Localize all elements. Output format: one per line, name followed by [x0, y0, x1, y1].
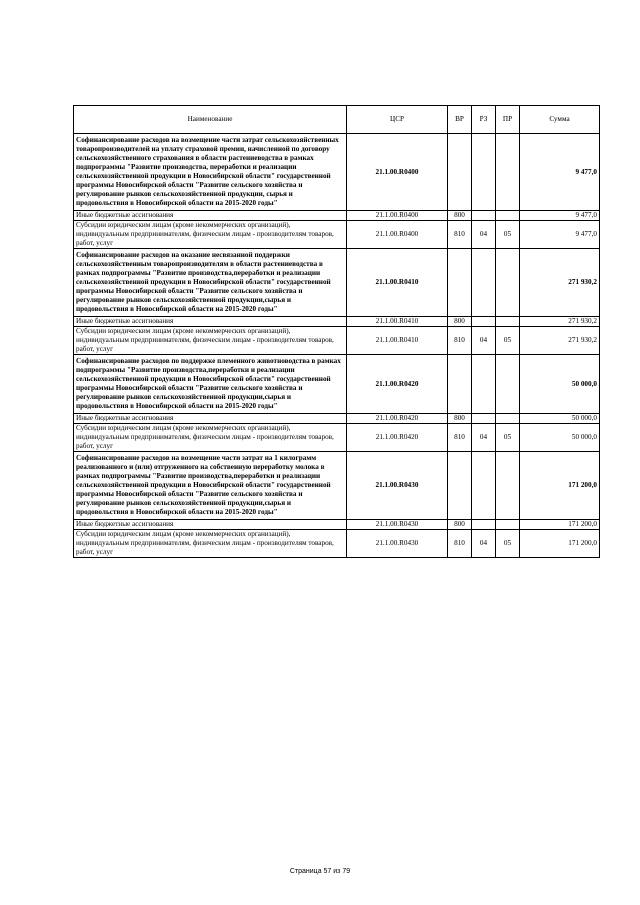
cell-sum: 9 477,0 [520, 211, 600, 221]
cell-sum: 271 930,2 [520, 249, 600, 317]
table-row [74, 355, 600, 414]
cell-name: Субсидии юридическим лицам (кроме некоммерческих организаций), индивидуальным предпринимателям, физическим лицам - производителям товаров, работ, услуг [74, 327, 347, 355]
table-row [74, 317, 600, 327]
cell-name: Иные бюджетные ассигнования [74, 211, 347, 221]
cell-code: 21.1.00.R0420 [347, 424, 448, 452]
header-pr: ПР [496, 106, 520, 134]
cell-code: 21.1.00.R0410 [347, 249, 448, 317]
cell-sum: 171 200,0 [520, 452, 600, 520]
cell-sum: 171 200,0 [520, 520, 600, 530]
cell-code: 21.1.00.R0420 [347, 414, 448, 424]
cell-sum: 271 930,2 [520, 317, 600, 327]
cell-code: 21.1.00.R0430 [347, 530, 448, 558]
cell-vr: 800 [448, 520, 472, 530]
cell-pr: 05 [496, 221, 520, 249]
table-row [74, 221, 600, 249]
cell-name: Софинансирование расходов на возмещение части затрат на 1 килограмм реализованного и (или) отгруженного на собственную переработку молока в рамках подпрограммы "Развитие производства,переработки и реализации сельскохозяйственной продукции в Новосибирской области" государственной программы Новосибирской области "Развитие сельского хозяйства и регулирование рынков сельскохозяйственной продукции,сырья и продовольствия в Новосибирской области на 2015-2020 годы" [74, 452, 347, 520]
header-rz: РЗ [472, 106, 496, 134]
cell-rz [472, 414, 496, 424]
cell-code: 21.1.00.R0400 [347, 221, 448, 249]
cell-vr [448, 249, 472, 317]
header-name: Наименование [74, 106, 347, 134]
cell-vr [448, 355, 472, 414]
cell-code: 21.1.00.R0430 [347, 520, 448, 530]
cell-pr: 05 [496, 530, 520, 558]
cell-rz: 04 [472, 221, 496, 249]
cell-name: Иные бюджетные ассигнования [74, 317, 347, 327]
cell-code: 21.1.00.R0400 [347, 211, 448, 221]
cell-rz: 04 [472, 424, 496, 452]
cell-pr [496, 211, 520, 221]
table-body [74, 134, 600, 558]
table-row [74, 452, 600, 520]
cell-pr: 05 [496, 424, 520, 452]
cell-name: Софинансирование расходов по поддержке племенного животноводства в рамках подпрограммы "Развитие производства,переработки и реализации сельскохозяйственной продукции в Новосибирской области" государственной программы Новосибирской области "Развитие сельского хозяйства и регулирование рынков сельскохозяйственной продукции,сырья и продовольствия в Новосибирской области на 2015-2020 годы" [74, 355, 347, 414]
cell-vr [448, 134, 472, 211]
header-code: ЦСР [347, 106, 448, 134]
cell-pr [496, 249, 520, 317]
cell-rz: 04 [472, 327, 496, 355]
header-sum: Сумма [520, 106, 600, 134]
cell-sum: 50 000,0 [520, 414, 600, 424]
cell-vr: 800 [448, 211, 472, 221]
cell-name: Софинансирование расходов на возмещение части затрат сельскохозяйственных товаропроизводителей на уплату страховой премии, начисленной по договору сельскохозяйственного страхования в области растениеводства в рамках подпрограммы "Развитие производства, переработки и реализации сельскохозяйственной продукции в Новосибирской области" государственной программы Новосибирской области "Развитие сельского хозяйства и регулирование рынков сельскохозяйственной продукции, сырья и продовольствия в Новосибирской области на 2015-2020 годы" [74, 134, 347, 211]
cell-name: Субсидии юридическим лицам (кроме некоммерческих организаций), индивидуальным предпринимателям, физическим лицам - производителям товаров, работ, услуг [74, 530, 347, 558]
budget-table [73, 105, 600, 558]
cell-pr [496, 134, 520, 211]
header-vr: ВР [448, 106, 472, 134]
cell-code: 21.1.00.R0420 [347, 355, 448, 414]
cell-sum: 271 930,2 [520, 327, 600, 355]
table-row [74, 414, 600, 424]
table-row [74, 249, 600, 317]
cell-rz [472, 211, 496, 221]
cell-pr [496, 452, 520, 520]
cell-rz: 04 [472, 530, 496, 558]
cell-vr: 810 [448, 327, 472, 355]
cell-rz [472, 249, 496, 317]
cell-sum: 50 000,0 [520, 355, 600, 414]
cell-pr [496, 355, 520, 414]
table-row [74, 211, 600, 221]
cell-name: Иные бюджетные ассигнования [74, 414, 347, 424]
cell-code: 21.1.00.R0410 [347, 317, 448, 327]
cell-sum: 9 477,0 [520, 134, 600, 211]
page-number: Страница 57 из 79 [289, 868, 351, 875]
cell-name: Иные бюджетные ассигнования [74, 520, 347, 530]
cell-pr: 05 [496, 327, 520, 355]
cell-vr: 800 [448, 317, 472, 327]
cell-sum: 50 000,0 [520, 424, 600, 452]
cell-vr [448, 452, 472, 520]
cell-name: Субсидии юридическим лицам (кроме некоммерческих организаций), индивидуальным предпринимателям, физическим лицам - производителям товаров, работ, услуг [74, 221, 347, 249]
table-row [74, 530, 600, 558]
cell-sum: 171 200,0 [520, 530, 600, 558]
cell-code: 21.1.00.R0410 [347, 327, 448, 355]
table-row [74, 134, 600, 211]
cell-vr: 810 [448, 424, 472, 452]
table-row [74, 520, 600, 530]
table-row [74, 327, 600, 355]
cell-rz [472, 134, 496, 211]
cell-vr: 810 [448, 221, 472, 249]
cell-name: Субсидии юридическим лицам (кроме некоммерческих организаций), индивидуальным предпринимателям, физическим лицам - производителям товаров, работ, услуг [74, 424, 347, 452]
cell-pr [496, 317, 520, 327]
cell-vr: 810 [448, 530, 472, 558]
cell-rz [472, 355, 496, 414]
cell-vr: 800 [448, 414, 472, 424]
cell-pr [496, 414, 520, 424]
cell-rz [472, 452, 496, 520]
table-row [74, 424, 600, 452]
cell-code: 21.1.00.R0400 [347, 134, 448, 211]
cell-rz [472, 520, 496, 530]
cell-pr [496, 520, 520, 530]
cell-sum: 9 477,0 [520, 221, 600, 249]
cell-name: Софинансирование расходов на оказание несвязанной поддержки сельскохозяйственным товаропроизводителям в области растениеводства в рамках подпрограммы "Развитие производства,переработки и реализации сельскохозяйственной продукции в Новосибирской области" государственной программы Новосибирской области "Развитие сельского хозяйства и регулирование рынков сельскохозяйственной продукции,сырья и продовольствия в Новосибирской области на 2015-2020 годы" [74, 249, 347, 317]
table-header-row [74, 106, 600, 134]
cell-rz [472, 317, 496, 327]
cell-code: 21.1.00.R0430 [347, 452, 448, 520]
